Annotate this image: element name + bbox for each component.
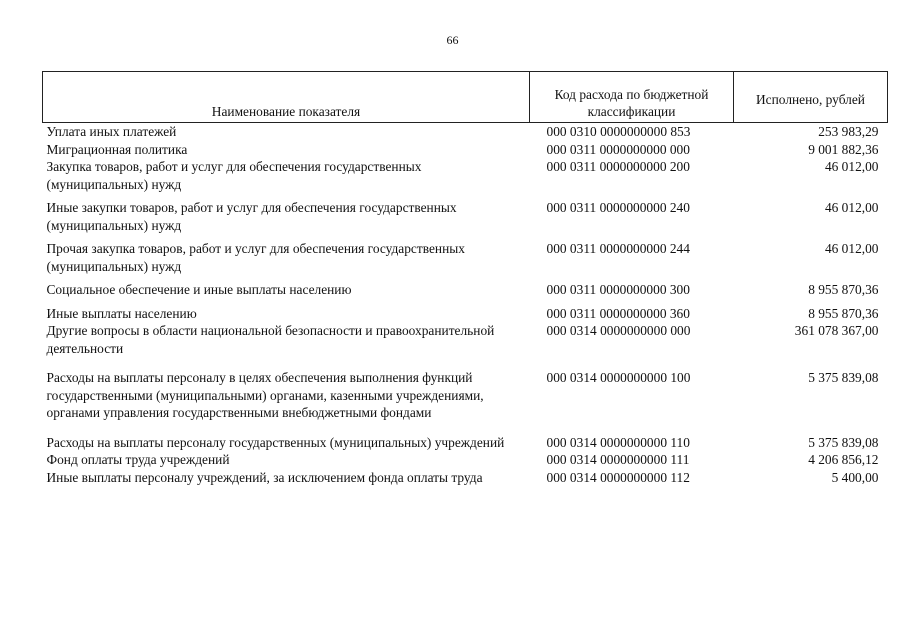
table-row bbox=[43, 434, 888, 452]
row-name: Уплата иных платежей bbox=[46, 124, 177, 139]
row-amount: 5 400,00 bbox=[831, 469, 879, 485]
table-row bbox=[43, 281, 888, 305]
row-code: 000 0314 0000000000 111 bbox=[546, 452, 690, 467]
table-row bbox=[43, 123, 888, 141]
table-row bbox=[43, 322, 888, 369]
column-header-name: Наименование показателя bbox=[43, 72, 530, 123]
row-code: 000 0314 0000000000 000 bbox=[546, 323, 691, 338]
row-code: 000 0314 0000000000 100 bbox=[546, 370, 691, 385]
row-amount: 8 955 870,36 bbox=[808, 282, 879, 297]
row-amount: 46 012,00 bbox=[824, 200, 879, 215]
table-row bbox=[43, 369, 888, 434]
table-row bbox=[43, 305, 888, 323]
row-amount: 46 012,00 bbox=[824, 241, 879, 256]
table-row bbox=[43, 469, 888, 487]
budget-execution-table bbox=[42, 71, 888, 486]
row-code: 000 0311 0000000000 240 bbox=[546, 200, 690, 215]
row-amount: 361 078 367,00 bbox=[794, 323, 879, 338]
row-name: Миграционная политика bbox=[46, 141, 188, 157]
row-amount: 9 001 882,36 bbox=[808, 141, 879, 157]
row-code: 000 0311 0000000000 244 bbox=[546, 241, 690, 256]
row-amount: 5 375 839,08 bbox=[808, 370, 879, 385]
table-row bbox=[43, 199, 888, 240]
row-amount: 4 206 856,12 bbox=[808, 452, 879, 467]
row-code: 000 0311 0000000000 200 bbox=[546, 159, 690, 174]
row-name: Иные закупки товаров, работ и услуг для обеспечения государственных (муниципальных) нужд bbox=[46, 200, 457, 233]
row-name: Другие вопросы в области национальной безопасности и правоохранительной деятельности bbox=[46, 323, 495, 356]
row-name: Иные выплаты персоналу учреждений, за исключением фонда оплаты труда bbox=[46, 469, 483, 485]
row-code: 000 0314 0000000000 110 bbox=[546, 434, 690, 450]
table-row bbox=[43, 451, 888, 469]
table-row bbox=[43, 158, 888, 199]
row-code: 000 0311 0000000000 360 bbox=[546, 305, 690, 321]
row-amount: 253 983,29 bbox=[818, 124, 879, 139]
row-code: 000 0310 0000000000 853 bbox=[546, 124, 691, 139]
table-row bbox=[43, 240, 888, 281]
row-code: 000 0314 0000000000 112 bbox=[546, 469, 690, 485]
row-name: Прочая закупка товаров, работ и услуг для обеспечения государственных (муниципальных) нужд bbox=[46, 241, 465, 274]
column-header-amount: Исполнено, рублей bbox=[734, 72, 888, 123]
row-name: Расходы на выплаты персоналу в целях обеспечения выполнения функций государственными (муниципальными) органами, казенными учреждениями, органами управления государственными внебюджетными фондами bbox=[46, 370, 484, 420]
row-name: Расходы на выплаты персоналу государственных (муниципальных) учреждений bbox=[46, 434, 505, 450]
page-number: 66 bbox=[446, 33, 459, 47]
column-header-code: Код расхода по бюджетной классификации bbox=[530, 72, 734, 123]
table-row bbox=[43, 141, 888, 159]
row-amount: 8 955 870,36 bbox=[808, 305, 879, 321]
row-amount: 46 012,00 bbox=[824, 159, 879, 174]
row-code: 000 0311 0000000000 000 bbox=[546, 141, 690, 157]
row-name: Иные выплаты населению bbox=[46, 305, 197, 321]
table-header-row bbox=[43, 72, 888, 123]
row-code: 000 0311 0000000000 300 bbox=[546, 282, 690, 297]
row-amount: 5 375 839,08 bbox=[808, 434, 879, 450]
row-name: Фонд оплаты труда учреждений bbox=[46, 452, 230, 467]
row-name: Социальное обеспечение и иные выплаты населению bbox=[46, 282, 352, 297]
row-name: Закупка товаров, работ и услуг для обеспечения государственных (муниципальных) нужд bbox=[46, 159, 422, 192]
